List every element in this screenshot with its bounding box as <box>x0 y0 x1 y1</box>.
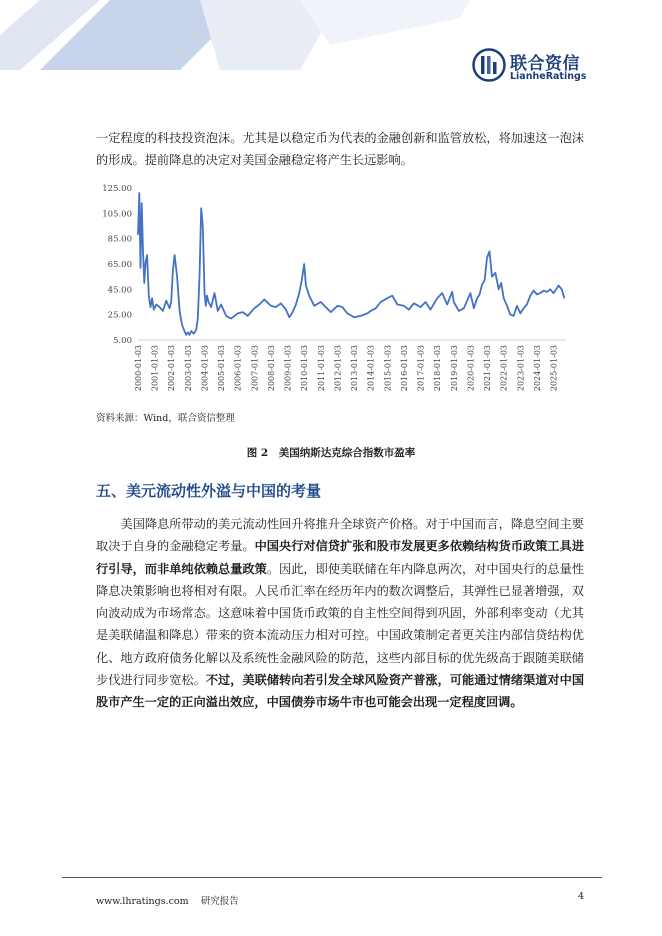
figure-caption: 图 2 美国纳斯达克综合指数市盈率 <box>246 447 416 459</box>
company-logo <box>472 48 592 88</box>
intro-paragraph: 一定程度的科技投资泡沫。尤其是以稳定币为代表的金融创新和监管放松，将加速这一泡沫的形成。提前降息的决定对美国金融稳定将产生长远影响。 <box>96 131 584 168</box>
nasdaq-pe-line-chart <box>96 180 580 400</box>
y-tick-label: 45.00 <box>107 285 132 296</box>
body-text-2: 。因此，即使美联储在年内降息两次，对中国央行的总量性降息决策影响也将相对有限。人民币汇率在经历年内的数次调整后，其弹性已显著增强，双向波动成为市场常态。这意味着中国货币政策的自主性空间得到巩固，外部利率变动（尤其是美联储温和降息）带来的资本流动压力相对可控。中国政策制定者更关注内部信贷结构优化、地方政府债务化解以及系统性金融风险的防范，这些内部目标的优先级高于跟随美联储步伐进行同步宽松。 <box>96 561 585 688</box>
x-tick-label: 2025-01-03 <box>549 345 559 392</box>
x-tick-label: 2013-01-03 <box>350 345 360 392</box>
body-bold-2: 不过，美联储转向若引发全球风险资产普涨，可能通过情绪渠道对中国股市产生一定的正向溢出效应，中国债券市场牛市也可能会出现一定程度回调。 <box>96 673 585 710</box>
x-tick-label: 2017-01-03 <box>416 345 426 392</box>
footer-info <box>96 893 239 907</box>
page-number: 4 <box>578 891 585 902</box>
x-tick-label: 2007-01-03 <box>250 345 260 392</box>
y-tick-label: 105.00 <box>102 209 132 220</box>
header-decoration <box>0 0 470 70</box>
x-tick-label: 2011-01-03 <box>316 345 326 392</box>
x-tick-label: 2006-01-03 <box>233 345 243 392</box>
body-text-1: 美国降息所带动的美元流动性回升将推升全球资产价格。对于中国而言，降息空间主要取决于自身的金融稳定考量。 <box>96 517 584 554</box>
x-tick-label: 2020-01-03 <box>466 345 476 392</box>
x-tick-label: 2004-01-03 <box>200 345 210 392</box>
y-tick-label: 125.00 <box>102 184 132 194</box>
x-tick-label: 2022-01-03 <box>499 345 509 392</box>
y-tick-label: 25.00 <box>107 310 132 321</box>
y-tick-label: 65.00 <box>107 260 132 270</box>
x-tick-label: 2008-01-03 <box>266 345 276 392</box>
footer-divider <box>62 877 602 878</box>
x-tick-label: 2024-01-03 <box>532 345 542 392</box>
x-tick-label: 2018-01-03 <box>433 345 443 392</box>
x-tick-label: 2009-01-03 <box>283 345 293 392</box>
figure-source: 资料来源：Wind，联合资信整理 <box>96 413 235 424</box>
y-tick-label: 5.00 <box>113 336 132 346</box>
x-tick-label: 2010-01-03 <box>300 345 310 392</box>
x-tick-label: 2016-01-03 <box>399 345 409 392</box>
x-tick-label: 2000-01-03 <box>134 345 143 392</box>
logo-english-name: LianheRatings <box>510 71 587 82</box>
logo-chinese-name: 联合资信 <box>510 54 580 74</box>
section-heading: 五、美元流动性外溢与中国的考量 <box>96 482 322 500</box>
x-tick-label: 2002-01-03 <box>167 345 177 392</box>
lianhe-logo-icon <box>472 48 506 82</box>
footer-website: www.lhratings.com <box>96 896 189 907</box>
x-tick-label: 2023-01-03 <box>516 345 526 392</box>
x-tick-label: 2003-01-03 <box>183 345 193 392</box>
x-tick-label: 2014-01-03 <box>366 345 376 392</box>
x-tick-label: 2019-01-03 <box>449 345 459 392</box>
x-tick-label: 2015-01-03 <box>383 345 393 392</box>
y-tick-label: 85.00 <box>107 234 132 245</box>
x-tick-label: 2005-01-03 <box>217 345 227 392</box>
series-line-0 <box>138 193 564 335</box>
x-tick-label: 2021-01-03 <box>483 345 493 392</box>
body-bold-1: 中国央行对信贷扩张和股市发展更多依赖结构货币政策工具进行引导，而非单纯依赖总量政策 <box>96 539 585 576</box>
x-tick-label: 2012-01-03 <box>333 345 343 392</box>
x-tick-label: 2001-01-03 <box>150 345 160 392</box>
footer-label: 研究报告 <box>200 896 239 907</box>
body-paragraph <box>96 513 584 714</box>
